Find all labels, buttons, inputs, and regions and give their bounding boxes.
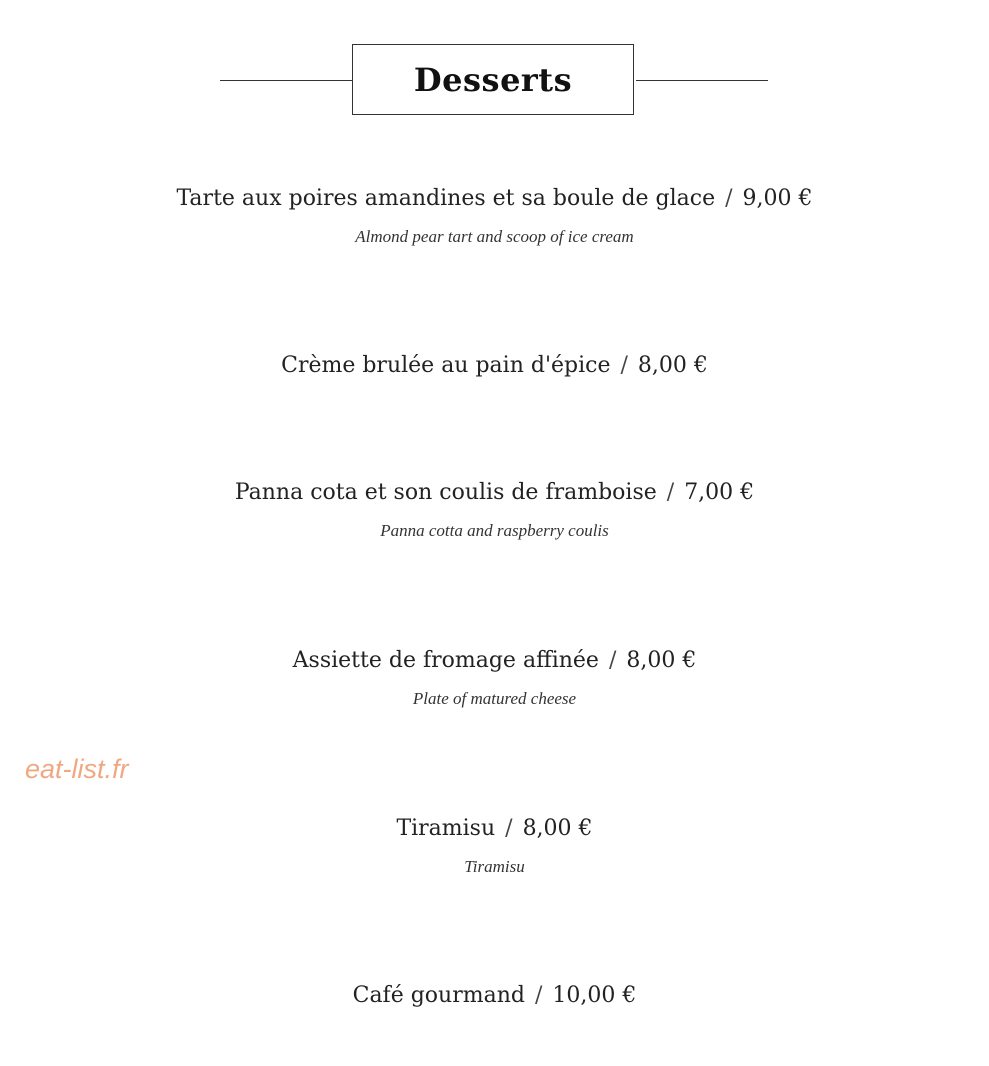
header-rule-right — [636, 80, 768, 81]
menu-item-description: Tiramisu — [464, 857, 525, 876]
menu-item-price: 10,00 € — [552, 983, 637, 1008]
menu-item-name: Panna cota et son coulis de framboise — [234, 480, 657, 505]
menu-item-name: Assiette de fromage affinée — [292, 648, 599, 673]
menu-item-line — [0, 188, 989, 210]
menu-item-line — [0, 818, 989, 840]
menu-item-price: 7,00 € — [684, 480, 755, 505]
watermark: eat-list.fr — [25, 754, 129, 784]
menu-item-name: Tarte aux poires amandines et sa boule de glace — [176, 186, 716, 211]
menu-item — [0, 818, 989, 875]
menu-item-price: 8,00 € — [637, 353, 708, 378]
menu-item-price: 8,00 € — [626, 648, 697, 673]
menu-item — [0, 985, 989, 1007]
menu-item-description: Plate of matured cheese — [412, 689, 577, 708]
menu-item-name: Café gourmand — [352, 983, 525, 1008]
section-title: Desserts — [413, 60, 573, 99]
price-separator: / — [608, 648, 617, 673]
price-separator: / — [505, 816, 513, 841]
price-separator: / — [620, 353, 628, 378]
menu-item-name: Crème brulée au pain d'épice — [281, 353, 611, 378]
menu-item-name: Tiramisu — [396, 816, 496, 841]
menu-item-line — [0, 985, 989, 1007]
menu-item — [0, 355, 989, 377]
menu-item-description: Almond pear tart and scoop of ice cream — [355, 227, 634, 246]
menu-item-line — [0, 355, 989, 377]
price-separator: / — [725, 186, 733, 211]
section-header — [0, 44, 989, 117]
price-separator: / — [534, 983, 543, 1008]
price-separator: / — [666, 480, 675, 505]
menu-item — [0, 482, 989, 539]
header-rule-left — [220, 80, 352, 81]
menu-item-description: Panna cotta and raspberry coulis — [380, 521, 609, 540]
menu-item — [0, 188, 989, 245]
menu-item-line — [0, 482, 989, 504]
menu-item-price: 9,00 € — [742, 186, 813, 211]
title-box — [352, 44, 634, 115]
menu-item-price: 8,00 € — [522, 816, 593, 841]
menu-item-line — [0, 650, 989, 672]
menu-item — [0, 650, 989, 707]
